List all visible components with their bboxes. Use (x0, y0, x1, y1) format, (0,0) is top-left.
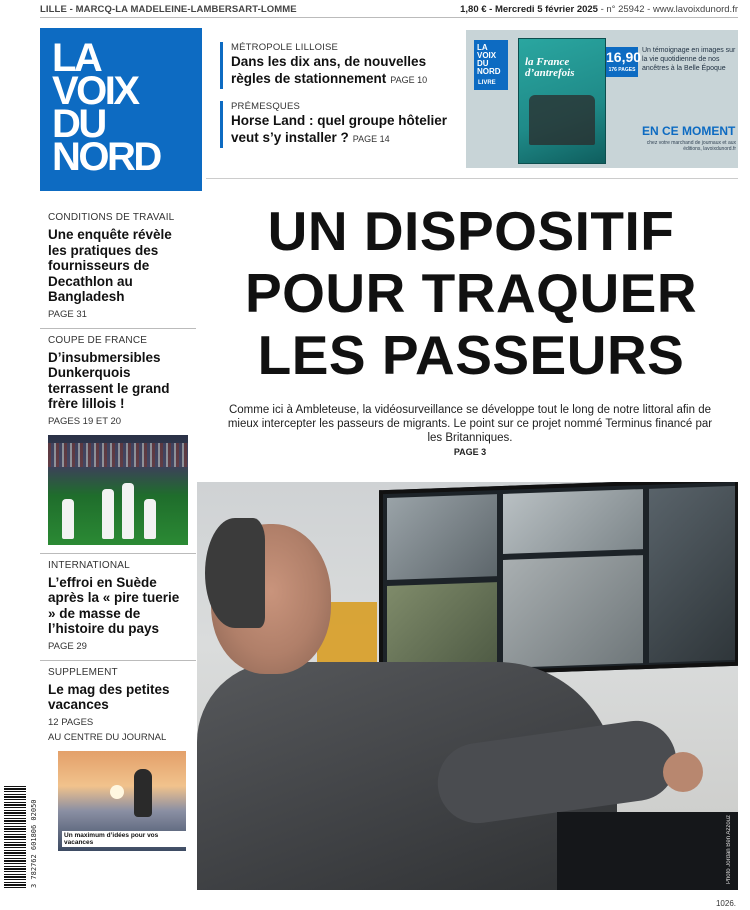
sidebar-title: Une enquête révèle les pratiques des fournisseurs de Decathlon au Bangladesh (48, 227, 172, 304)
issue-number: - n° 25942 - (600, 4, 651, 15)
sidebar-item-decathlon[interactable] (40, 206, 196, 329)
logo-line-3: DU (52, 102, 105, 146)
teaser-horse-land[interactable] (220, 101, 448, 148)
teaser-page: PAGE 10 (390, 75, 428, 85)
sidebar-item-suede[interactable] (40, 554, 196, 661)
book-cover-image (518, 38, 606, 164)
surveillance-monitor (379, 482, 738, 678)
top-teasers (220, 42, 448, 160)
price-badge: 16,90 176 PAGES (606, 47, 638, 77)
man-hair (205, 518, 265, 628)
edition-cities: LILLE - MARCQ-LA MADELEINE-LAMBERSART-LOMME (40, 4, 297, 15)
promo-subtext: chez votre marchand de journaux et aux éditions, lavoixdunord.fr (646, 140, 736, 152)
vintage-car-figure (529, 95, 595, 145)
main-photo (197, 482, 738, 890)
teaser-kicker: MÉTROPOLE LILLOISE (231, 42, 339, 53)
sidebar-kicker: INTERNATIONAL (48, 559, 130, 571)
teaser-page: PAGE 14 (352, 134, 390, 144)
photo-credit: Photo Jordan Ben Azzouz (726, 814, 732, 884)
camera-feed (503, 555, 643, 668)
player-figure (122, 483, 134, 539)
main-lead: Comme ici à Ambleteuse, la vidéosurveillance se développe tout le long de notre littoral afin de mieux intercepter les passeurs de migrants. Le point sur ce projet nommé Terminus financé par les Britanniques. (227, 404, 713, 444)
logo-line-1: LA (52, 36, 101, 80)
promo-en-ce-moment: EN CE MOMENT (642, 124, 736, 138)
main-headline[interactable]: UN DISPOSITIF POUR TRAQUER LES PASSEURS (244, 200, 698, 386)
control-panel (649, 486, 735, 663)
main-page-ref: PAGE 3 (453, 447, 487, 457)
man-hand (663, 752, 703, 792)
barcode (4, 786, 26, 888)
issue-meta (460, 4, 738, 15)
sidebar-kicker: SUPPLEMENT (48, 666, 118, 678)
logo-line-2: VOIX (52, 69, 138, 113)
top-bar (40, 2, 738, 18)
teaser-kicker: PRÉMESQUES (231, 101, 301, 112)
supplement-photo (58, 751, 186, 851)
book-title: la France d’antrefois (525, 56, 575, 79)
camera-feed (387, 494, 497, 580)
logo-line-4: NORD (52, 135, 160, 179)
website: www.lavoixdunord.fr (652, 4, 738, 15)
sidebar-page: PAGES 19 ET 20 (48, 415, 122, 427)
desk (557, 812, 738, 890)
footer-number: 1026. (715, 899, 736, 908)
person-figure (134, 769, 152, 817)
teaser-title: Horse Land : quel groupe hôtelier veut s’y installer ? PAGE 14 (231, 113, 448, 145)
book-promo[interactable] (466, 30, 738, 168)
sidebar-title: Le mag des petites vacances (48, 681, 170, 712)
player-figure (102, 489, 114, 539)
supplement-caption: Un maximum d’idées pour vos vacances (62, 831, 186, 847)
teaser-stationnement[interactable] (220, 42, 448, 89)
divider (206, 178, 738, 179)
sidebar-page-2: AU CENTRE DU JOURNAL (48, 731, 167, 743)
sidebar-page: PAGE 31 (48, 308, 87, 320)
player-figure (62, 499, 74, 539)
sidebar-item-coupe-de-france[interactable] (40, 329, 196, 554)
promo-logo: LA VOIX DU NORD LIVRE (474, 40, 508, 90)
camera-feed (387, 582, 497, 672)
sidebar-title: D’insubmersibles Dunkerquois terrassent le grand frère lillois ! (48, 349, 170, 411)
promo-description: Un témoignage en images sur la vie quotidienne de nos ancêtres à la Belle Époque (642, 47, 736, 72)
teaser-title: Dans les dix ans, de nouvelles règles de stationnement PAGE 10 (231, 54, 428, 86)
sidebar-kicker: COUPE DE FRANCE (48, 334, 148, 346)
sidebar-page: PAGE 29 (48, 640, 87, 652)
football-photo (48, 435, 188, 545)
stadium-crowd (48, 443, 188, 467)
price-date: 1,80 € - Mercredi 5 février 2025 (460, 4, 598, 15)
newspaper-logo (40, 28, 202, 191)
barcode-number: 3 782762 601806 02050 (30, 799, 38, 888)
sidebar (40, 206, 196, 859)
sun-figure (110, 785, 124, 799)
sidebar-item-supplement[interactable] (40, 661, 196, 859)
camera-feed (503, 489, 643, 554)
player-figure (144, 499, 156, 539)
sidebar-title: L’effroi en Suède après la « pire tuerie » de masse de l’histoire du pays (48, 574, 180, 636)
sidebar-page: 12 PAGES (48, 716, 94, 728)
sidebar-kicker: CONDITIONS DE TRAVAIL (48, 212, 175, 223)
